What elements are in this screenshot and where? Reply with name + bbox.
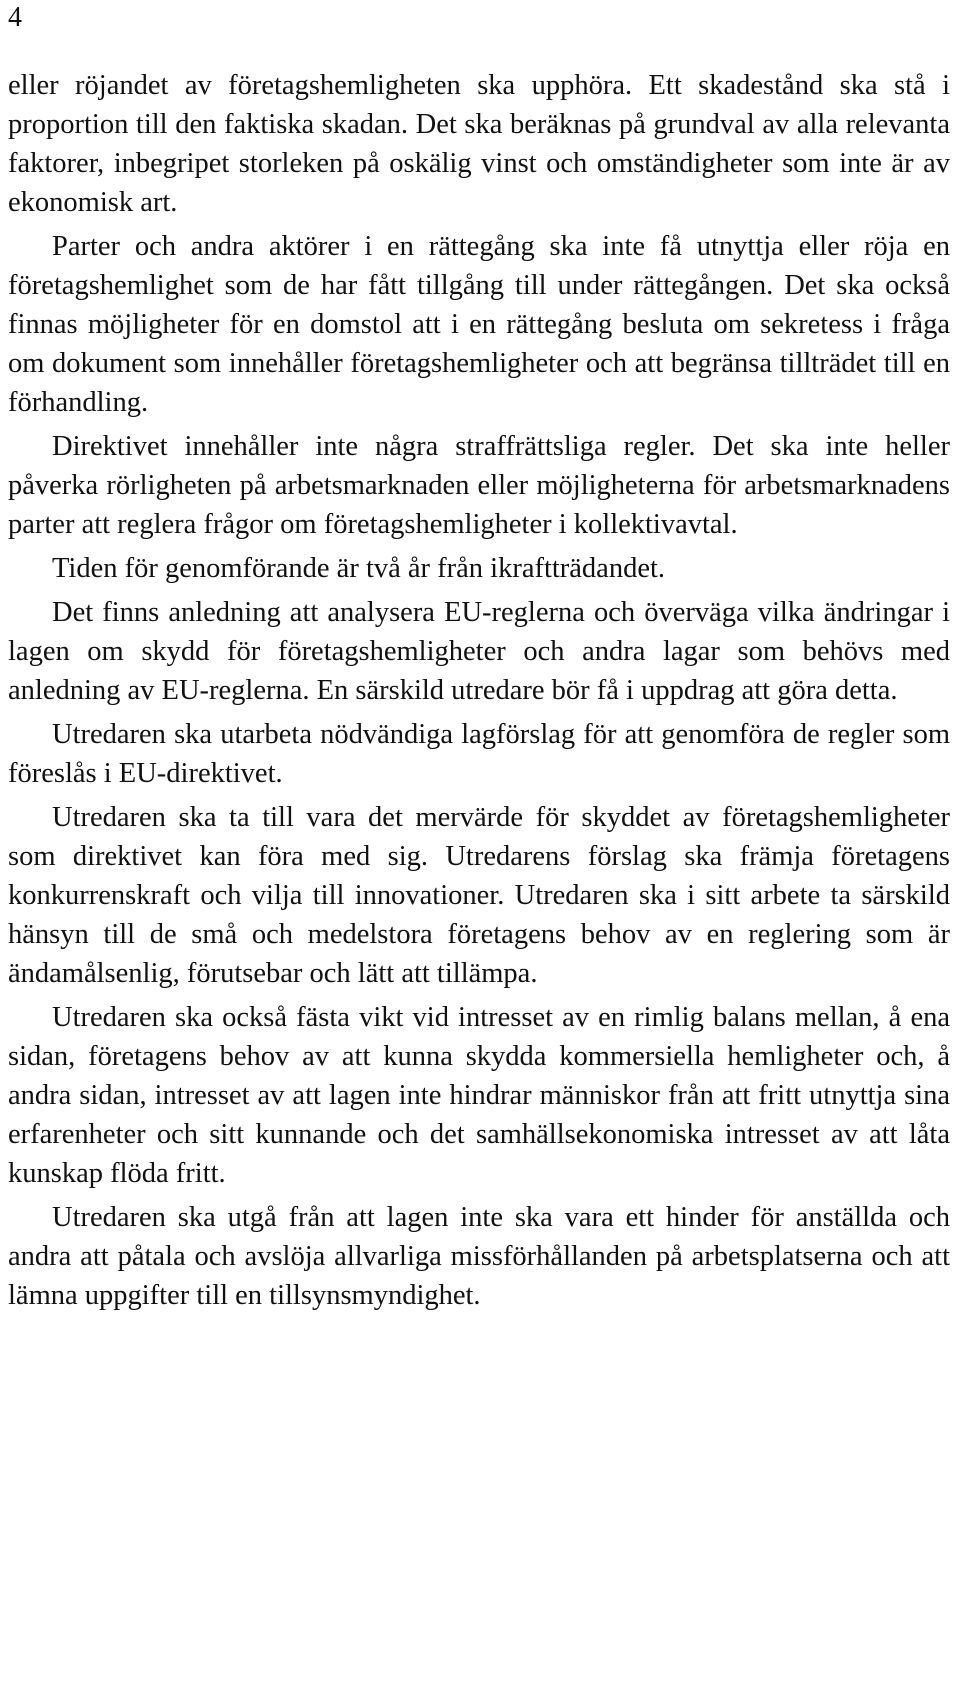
paragraph-analysis: Det finns anledning att analysera EU-reglerna och överväga vilka ändringar i lagen om skydd för företagshemligheter och andra lagar som behövs med anledning av EU-reglerna. En särskild utredare bör få i uppdrag att göra detta. — [8, 597, 950, 706]
page-number: 4 — [8, 2, 22, 33]
paragraph-damages: eller röjandet av företagshemligheten ska upphöra. Ett skadestånd ska stå i proportion till den faktiska skadan. Det ska beräknas på grundval av alla relevanta faktorer, inbegripet storleken på oskälig vinst och omständigheter som inte är av ekonomisk art. — [8, 70, 950, 218]
paragraph-balance: Utredaren ska också fästa vikt vid intresset av en rimlig balans mellan, å ena sidan, företagens behov av att kunna skydda kommersiella hemligheter och, å andra sidan, intresset av att lagen inte hindrar människor från att fritt utnyttja sina erfarenheter och sitt kunnande och det samhällsekonomiska intresset av att låta kunskap flöda fritt. — [8, 1002, 950, 1189]
paragraph-court-proceedings: Parter och andra aktörer i en rättegång ska inte få utnyttja eller röja en företagshemlighet som de har fått tillgång till under rättegången. Det ska också finnas möjligheter för en domstol att i en rättegång besluta om sekretess i fråga om dokument som innehåller företagshemligheter och att begränsa tillträdet till en förhandling. — [8, 231, 950, 418]
body-text — [8, 66, 950, 1320]
paragraph-whistleblowing: Utredaren ska utgå från att lagen inte ska vara ett hinder för anställda och andra att påtala och avslöja allvarliga missförhållanden på arbetsplatserna och att lämna uppgifter till en tillsynsmyndighet. — [8, 1202, 950, 1311]
paragraph-implementation-time: Tiden för genomförande är två år från ikraftträdandet. — [52, 553, 666, 584]
paragraph-legislative-proposals: Utredaren ska utarbeta nödvändiga lagförslag för att genomföra de regler som föreslås i EU-direktivet. — [8, 719, 950, 789]
paragraph-criminal-rules: Direktivet innehåller inte några straffrättsliga regler. Det ska inte heller påverka rörligheten på arbetsmarknaden eller möjligheterna för arbetsmarknadens parter att reglera frågor om företagshemligheter i kollektivavtal. — [8, 431, 950, 540]
paragraph-added-value: Utredaren ska ta till vara det mervärde för skyddet av företagshemligheter som direktivet kan föra med sig. Utredarens förslag ska främja företagens konkurrenskraft och vilja till innovationer. Utredaren ska i sitt arbete ta särskild hänsyn till de små och medelstora företagens behov av en reglering som är ändamålsenlig, förutsebar och lätt att tillämpa. — [8, 802, 950, 989]
